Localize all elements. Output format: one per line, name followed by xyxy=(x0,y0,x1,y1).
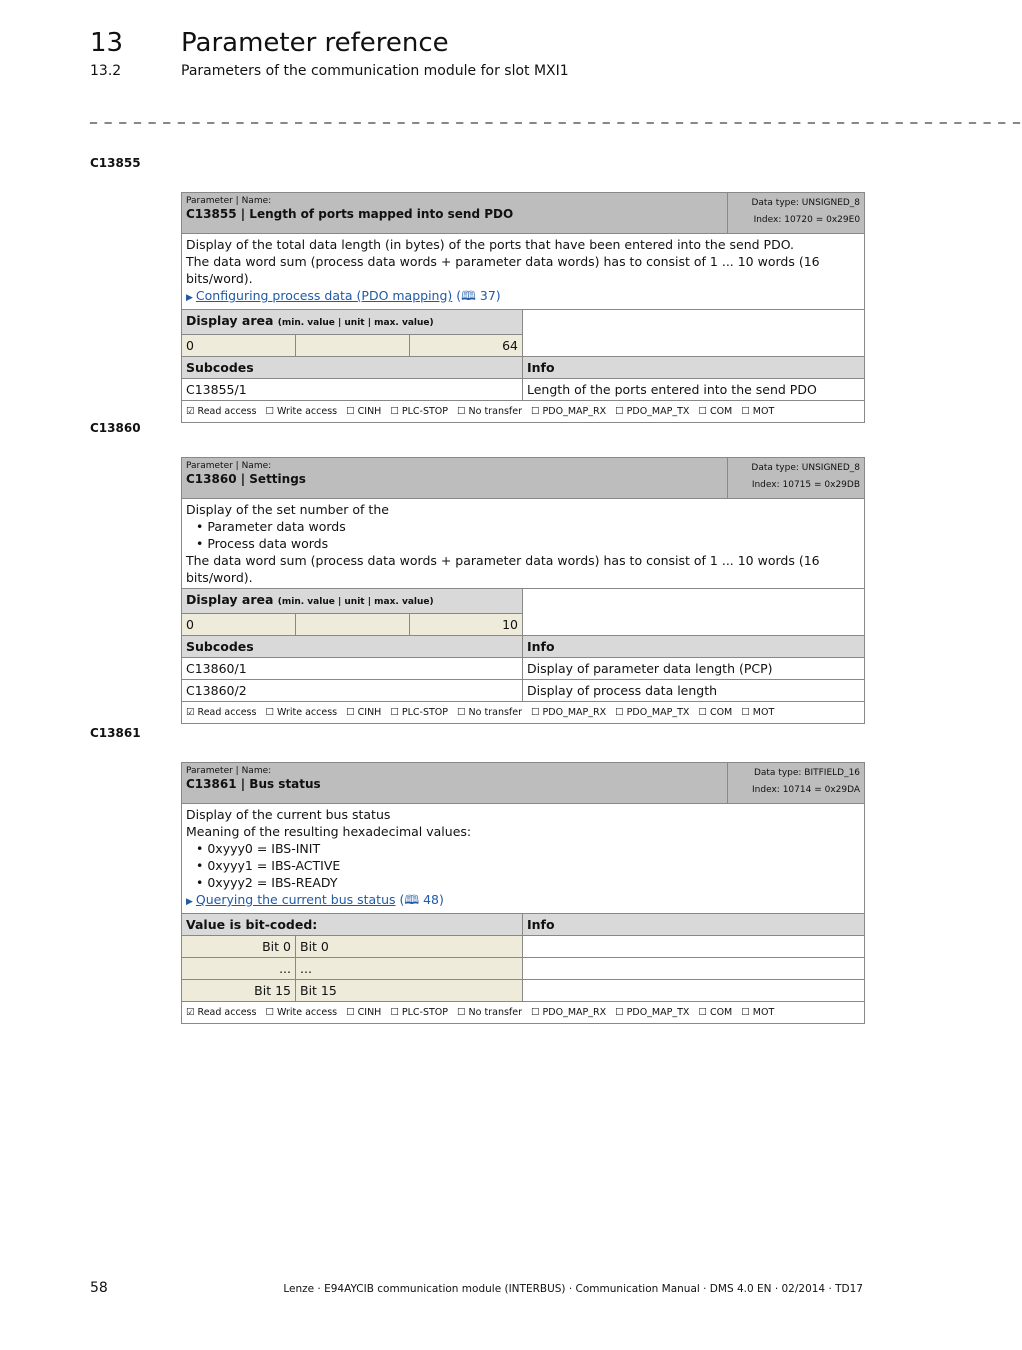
parameter-name-cell xyxy=(182,458,728,499)
mot-flag: ☐ MOT xyxy=(741,406,775,417)
parameter-name: C13861 | Bus status xyxy=(186,777,321,791)
bit-number: ... xyxy=(182,958,296,980)
mot-flag: ☐ MOT xyxy=(741,707,775,718)
subcode: C13860/2 xyxy=(182,680,523,702)
display-area-title: Display area xyxy=(186,592,274,607)
bullet-item: • Process data words xyxy=(196,536,329,551)
pdo-map-rx-flag: ☐ PDO_MAP_RX xyxy=(531,1007,607,1018)
data-type: Data type: UNSIGNED_8 xyxy=(751,198,861,208)
display-area-label xyxy=(182,310,523,335)
no-transfer-flag: ☐ No transfer xyxy=(457,1007,523,1018)
info-header: Info xyxy=(523,636,865,658)
empty-cell xyxy=(523,589,865,636)
access-flags xyxy=(182,401,865,423)
unit-value xyxy=(296,614,410,636)
access-flags xyxy=(182,1002,865,1024)
bullet-item: • Parameter data words xyxy=(196,519,346,534)
subcodes-header: Subcodes xyxy=(182,357,523,379)
parameter-table-c13855 xyxy=(181,192,865,423)
mot-flag: ☐ MOT xyxy=(741,1007,775,1018)
plc-stop-flag: ☐ PLC-STOP xyxy=(390,1007,449,1018)
description-line: The data word sum (process data words + parameter data words) has to consist of 1 ... 10 words (16 bits/word). xyxy=(186,254,820,286)
pdo-map-tx-flag: ☐ PDO_MAP_TX xyxy=(615,707,690,718)
table-row xyxy=(182,936,865,958)
parameter-table-c13861 xyxy=(181,762,865,1024)
page-reference[interactable]: (🕮 37) xyxy=(456,288,501,303)
cinh-flag: ☐ CINH xyxy=(346,707,382,718)
unit-value xyxy=(296,335,410,357)
bit-coded-header: Value is bit-coded: xyxy=(182,914,523,936)
bullet-item: • 0xyyy2 = IBS-READY xyxy=(196,875,338,890)
subcode-info: Display of process data length xyxy=(523,680,865,702)
subcode-info: Display of parameter data length (PCP) xyxy=(523,658,865,680)
no-transfer-flag: ☐ No transfer xyxy=(457,406,523,417)
table-row xyxy=(182,958,865,980)
parameter-name-label: Parameter | Name: xyxy=(186,766,272,776)
min-value: 0 xyxy=(182,335,296,357)
bit-info xyxy=(523,980,865,1002)
parameter-index: Index: 10714 = 0x29DA xyxy=(752,785,861,795)
description-line: Display of the set number of the xyxy=(186,502,389,517)
read-access-flag: ☑ Read access xyxy=(186,406,257,417)
parameter-name-cell xyxy=(182,193,728,234)
parameter-table-c13860 xyxy=(181,457,865,724)
bullet-item: • 0xyyy1 = IBS-ACTIVE xyxy=(196,858,341,873)
parameter-heading-c13855: C13855 xyxy=(90,156,141,170)
subcode-info: Length of the ports entered into the send PDO xyxy=(523,379,865,401)
read-access-flag: ☑ Read access xyxy=(186,1007,257,1018)
page-number: 58 xyxy=(90,1280,108,1296)
chapter-title: Parameter reference xyxy=(181,28,449,58)
parameter-name: C13855 | Length of ports mapped into send PDO xyxy=(186,207,514,221)
cross-reference xyxy=(186,891,860,911)
bit-name: Bit 0 xyxy=(296,936,523,958)
pdo-map-tx-flag: ☐ PDO_MAP_TX xyxy=(615,1007,690,1018)
pdo-map-tx-flag: ☐ PDO_MAP_TX xyxy=(615,406,690,417)
parameter-index: Index: 10715 = 0x29DB xyxy=(751,480,860,490)
description-cell xyxy=(182,804,865,914)
data-type: Data type: UNSIGNED_8 xyxy=(751,463,860,473)
bus-status-link[interactable]: Querying the current bus status xyxy=(195,892,396,907)
subcode: C13855/1 xyxy=(182,379,523,401)
description-cell xyxy=(182,234,865,310)
arrow-right-icon: ▶ xyxy=(186,293,193,303)
bit-number: Bit 0 xyxy=(182,936,296,958)
pdo-mapping-link[interactable]: Configuring process data (PDO mapping) xyxy=(195,288,453,303)
description-line: The data word sum (process data words + parameter data words) has to consist of 1 ... 10 words (16 bits/word). xyxy=(186,553,820,585)
subcodes-header: Subcodes xyxy=(182,636,523,658)
bit-name: Bit 15 xyxy=(296,980,523,1002)
data-type-cell xyxy=(728,458,865,499)
parameter-heading-c13860: C13860 xyxy=(90,421,141,435)
parameter-name-label: Parameter | Name: xyxy=(186,461,272,471)
max-value: 64 xyxy=(410,335,523,357)
min-value: 0 xyxy=(182,614,296,636)
bit-name: ... xyxy=(296,958,523,980)
data-type: Data type: BITFIELD_16 xyxy=(753,768,861,778)
cinh-flag: ☐ CINH xyxy=(346,406,382,417)
description-line: Display of the current bus status xyxy=(186,807,391,822)
bit-number: Bit 15 xyxy=(182,980,296,1002)
no-transfer-flag: ☐ No transfer xyxy=(457,707,523,718)
section-number: 13.2 xyxy=(90,63,122,79)
table-row xyxy=(182,980,865,1002)
cross-reference xyxy=(186,287,860,307)
parameter-name-label: Parameter | Name: xyxy=(186,196,272,206)
parameter-heading-c13861: C13861 xyxy=(90,726,141,740)
description-line: Meaning of the resulting hexadecimal values: xyxy=(186,824,472,839)
cinh-flag: ☐ CINH xyxy=(346,1007,382,1018)
access-flags xyxy=(182,702,865,724)
display-area-subtitle: (min. value | unit | max. value) xyxy=(277,597,434,607)
header-separator: _ _ _ _ _ _ _ _ _ _ _ _ _ _ _ _ _ _ _ _ _ _ _ _ _ _ _ _ _ _ _ _ _ _ _ _ _ _ _ _ _ _ _ _ _ _ _ _ _ _ _ _ _ _ _ _ _ _ _ _ _ _ _ _ xyxy=(90,108,1022,124)
display-area-title: Display area xyxy=(186,313,274,328)
display-area-subtitle: (min. value | unit | max. value) xyxy=(277,318,434,328)
info-header: Info xyxy=(523,357,865,379)
empty-cell xyxy=(523,310,865,357)
read-access-flag: ☑ Read access xyxy=(186,707,257,718)
table-row xyxy=(182,658,865,680)
plc-stop-flag: ☐ PLC-STOP xyxy=(390,406,449,417)
arrow-right-icon: ▶ xyxy=(186,897,193,907)
write-access-flag: ☐ Write access xyxy=(265,707,338,718)
chapter-number: 13 xyxy=(90,28,124,58)
write-access-flag: ☐ Write access xyxy=(265,1007,338,1018)
subcode: C13860/1 xyxy=(182,658,523,680)
info-header: Info xyxy=(523,914,865,936)
table-row xyxy=(182,379,865,401)
table-row xyxy=(182,680,865,702)
plc-stop-flag: ☐ PLC-STOP xyxy=(390,707,449,718)
pdo-map-rx-flag: ☐ PDO_MAP_RX xyxy=(531,406,607,417)
write-access-flag: ☐ Write access xyxy=(265,406,338,417)
parameter-name-cell xyxy=(182,763,728,804)
data-type-cell xyxy=(728,193,865,234)
description-line: Display of the total data length (in bytes) of the ports that have been entered into the send PDO. xyxy=(186,237,794,252)
com-flag: ☐ COM xyxy=(698,707,733,718)
display-area-label xyxy=(182,589,523,614)
pdo-map-rx-flag: ☐ PDO_MAP_RX xyxy=(531,707,607,718)
max-value: 10 xyxy=(410,614,523,636)
bit-info xyxy=(523,936,865,958)
bullet-item: • 0xyyy0 = IBS-INIT xyxy=(196,841,321,856)
parameter-index: Index: 10720 = 0x29E0 xyxy=(753,215,861,225)
com-flag: ☐ COM xyxy=(698,406,733,417)
section-title: Parameters of the communication module for slot MXI1 xyxy=(181,63,569,79)
parameter-name: C13860 | Settings xyxy=(186,472,306,486)
description-cell xyxy=(182,499,865,589)
footer-text: Lenze · E94AYCIB communication module (INTERBUS) · Communication Manual · DMS 4.0 EN · 02/2014 · TD17 xyxy=(283,1283,863,1295)
bit-info xyxy=(523,958,865,980)
com-flag: ☐ COM xyxy=(698,1007,733,1018)
page-reference[interactable]: (🕮 48) xyxy=(399,892,444,907)
data-type-cell xyxy=(728,763,865,804)
